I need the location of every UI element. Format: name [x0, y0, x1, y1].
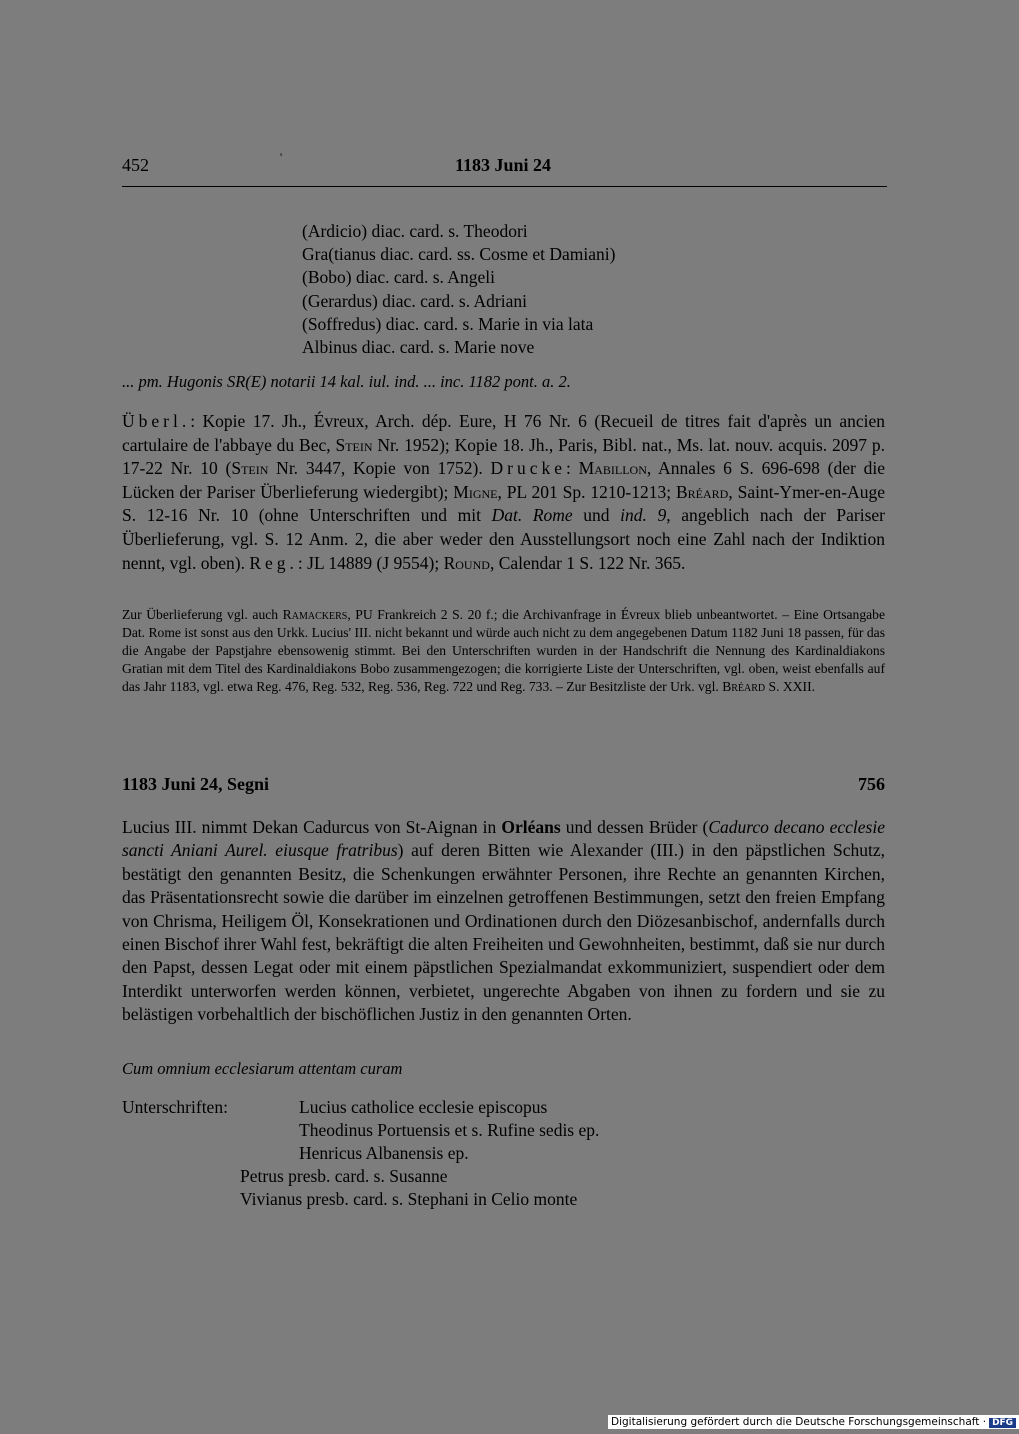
signature-line: Gra(tianus diac. card. ss. Cosme et Damiani): [302, 244, 616, 265]
dating-line: ... pm. Hugonis SR(E) notarii 14 kal. iul. ind. ... inc. 1182 pont. a. 2.: [122, 372, 571, 391]
subscription-line: Theodinus Portuensis et s. Rufine sedis ep.: [299, 1120, 600, 1140]
page-number: 452: [122, 155, 149, 175]
label-reg: Reg.: [249, 552, 298, 573]
dfg-logo: DFG: [989, 1418, 1016, 1428]
entry-number: 756: [858, 774, 885, 794]
signature-line: (Soffredus) diac. card. s. Marie in via lata: [302, 313, 594, 334]
latin-quote: Cadurco decano ecclesie sancti Aniani Aurel. eiusque fratribus: [122, 817, 885, 861]
stray-mark: ': [280, 150, 283, 164]
transmission-paragraph: Überl.: Kopie 17. Jh., Évreux, Arch. dép. Eure, H 76 Nr. 6 (Recueil de titres fait d'après un ancien cartulaire de l'abbaye du Bec, Stein Nr. 1952); Kopie 18. Jh., Paris, Bibl. nat., Ms. lat. nouv. acquis. 2097 p. 17-22 Nr. 10 (Stein Nr. 3447, Kopie von 1752). Drucke: Mabillon, Annales 6 S. 696-698 (der die Lücken der Pariser Überlieferung wiedergibt); Migne, PL 201 Sp. 1210-1213; Bréard, Saint-Ymer-en-Auge S. 12-16 Nr. 10 (ohne Unterschriften und mit Dat. Rome und ind. 9, angeblich nach der Pariser Überlieferung, vgl. S. 12 Anm. 2, die aber weder den Ausstellungsort noch eine Zahl nach der Indiktion nennt, vgl. oben). Reg.: JL 14889 (J 9554); Round, Calendar 1 S. 122 Nr. 365.: [122, 411, 885, 573]
author-stein: Stein: [231, 458, 269, 479]
author-ramackers: Ramackers: [282, 607, 348, 622]
author-breard: Bréard: [676, 481, 729, 502]
author-breard: Bréard: [722, 679, 766, 695]
author-stein: Stein: [335, 434, 373, 455]
signature-line: Albinus diac. card. s. Marie nove: [302, 337, 535, 358]
header-rule: [122, 186, 887, 187]
top-signature-list: [302, 220, 615, 359]
author-round: Round: [443, 552, 490, 573]
running-head-date: 1183 Juni 24: [455, 155, 552, 175]
entry-heading: 1183 Juni 24, Segni: [122, 774, 270, 794]
subscription-line: Lucius catholice ecclesie episcopus: [299, 1097, 548, 1117]
note-paragraph: Zur Überlieferung vgl. auch Ramackers, PU Frankreich 2 S. 20 f.; die Archivanfrage in Évreux blieb unbeantwortet. – Eine Ortsangabe Dat. Rome ist sonst aus den Urkk. Lucius' III. nicht bekannt und würde auch nicht zu dem angegebenen Datum 1182 Juni 18 passen, für das die Angabe der Papstjahre ebensowenig stimmt. Bei den Unterschriften wurden in der Handschrift die Nennung des Kardinaldiakons Gratian mit dem Titel des Kardinaldiakons Bobo zusammengezogen; die korrigierte Liste der Unterschriften, vgl. oben, weist ebenfalls auf das Jahr 1183, vgl. etwa Reg. 476, Reg. 532, Reg. 536, Reg. 722 und Reg. 733. – Zur Besitzliste der Urk. vgl. Bréard S. XXII.: [122, 607, 886, 695]
signature-line: (Ardicio) diac. card. s. Theodori: [302, 221, 528, 241]
subscription-line: Vivianus presb. card. s. Stephani in Celio monte: [240, 1189, 578, 1209]
signature-line: (Gerardus) diac. card. s. Adriani: [302, 290, 527, 311]
author-mabillon: Mabillon: [578, 458, 647, 479]
subscriptions-label: Unterschriften:: [122, 1097, 228, 1117]
subscription-line: Petrus presb. card. s. Susanne: [240, 1166, 448, 1186]
label-ueberlieferung: Überl.: [122, 411, 191, 431]
signature-line: (Bobo) diac. card. s. Angeli: [302, 267, 495, 288]
author-migne: Migne: [453, 481, 498, 502]
subscription-line: Henricus Albanensis ep.: [299, 1143, 469, 1163]
funding-footer: Digitalisierung gefördert durch die Deutsche Forschungsgemeinschaft · DFG: [608, 1415, 1019, 1429]
regest-paragraph: Lucius III. nimmt Dekan Cadurcus von St-Aignan in Orléans und dessen Brüder (Cadurco decano ecclesie sancti Aniani Aurel. eiusque fratribus) auf deren Bitten wie Alexander (III.) in den päpstlichen Schutz, bestätigt den genannten Besitz, die Schenkungen erwähnter Personen, ihre Rechte an genannten Kirchen, das Präsentationsrecht sowie die darüber im einzelnen getroffenen Bestimmungen, setzt den freien Empfang von Chrisma, Heiligem Öl, Konsekrationen und Ordinationen durch den Diözesanbischof, andernfalls durch einen Bischof ihrer Wahl fest, bekräftigt die alten Freiheiten und Gewohnheiten, bestimmt, daß sie nur durch den Papst, dessen Legat oder mit einem päpstlichen Spezialmandat exkommuniziert, suspendiert oder dem Interdikt unterworfen werden können, verbietet, ungerechte Abgaben von ihnen zu fordern und sie zu belästigen vorbehaltlich der bischöflichen Justiz in den genannten Orten.: [122, 817, 885, 1025]
label-drucke: Drucke: [490, 458, 567, 479]
incipit: Cum omnium ecclesiarum attentam curam: [122, 1059, 403, 1078]
place-orleans: Orléans: [501, 817, 561, 837]
